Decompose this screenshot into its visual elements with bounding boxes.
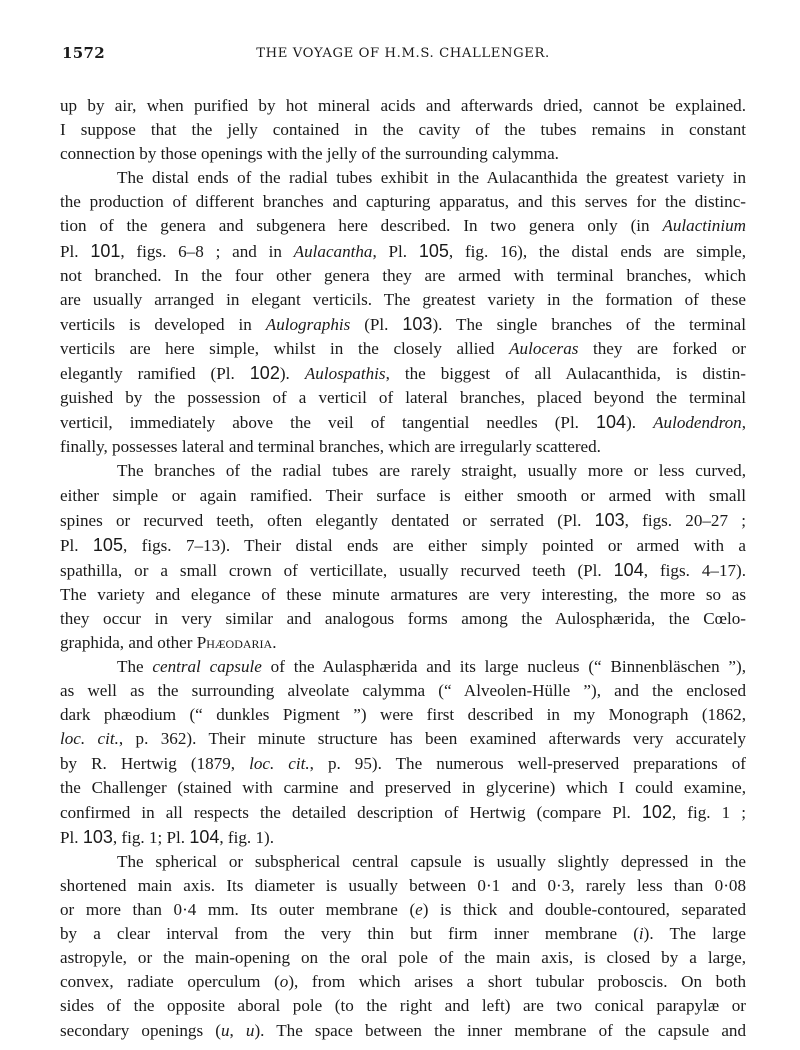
text-line: astropyle, or the main-opening on the oral pole of the main axis, is closed by a large, — [60, 948, 746, 968]
text-line: the production of different branches and capturing apparatus, and this serves for the distinc- — [60, 192, 746, 212]
text-line: verticils are here simple, whilst in the closely allied Auloceras they are forked or — [60, 338, 746, 358]
text-line: secondary openings (u, u). The space between the inner membrane of the capsule and — [60, 1020, 746, 1040]
text-line: shortened main axis. Its diameter is usually between 0·1 and 0·3, rarely less than 0·08 — [60, 876, 746, 895]
text-line: the Challenger (stained with carmine and preserved in glycerine) which I could examine, — [60, 777, 746, 797]
text-line: up by air, when purified by hot mineral acids and afterwards dried, cannot be explained. — [60, 96, 746, 115]
running-title: THE VOYAGE OF H.M.S. CHALLENGER. — [256, 46, 550, 61]
text-line: sides of the opposite aboral pole (to the right and left) are two conical parapylæ or — [60, 996, 746, 1016]
text-line: verticil, immediately above the veil of tangential needles (Pl. 104). Aulodendron, — [60, 412, 746, 433]
body-text — [60, 94, 746, 1043]
text-line: graphida, and other Phæodaria. — [60, 633, 277, 653]
running-head — [60, 38, 746, 68]
text-line: spines or recurved teeth, often elegantly dentated or serrated (Pl. 103, figs. 20–27 ; — [60, 509, 746, 530]
text-line: verticils is developed in Aulographis (Pl. 103). The single branches of the terminal — [60, 313, 746, 334]
text-line: guished by the possession of a verticil of lateral branches, placed beyond the terminal — [60, 388, 746, 408]
text-line: are usually arranged in elegant verticils. The greatest variety in the formation of these — [60, 289, 746, 309]
paragraph-first-line: The branches of the radial tubes are rarely straight, usually more or less curved, — [117, 461, 746, 481]
text-line: finally, possesses lateral and terminal branches, which are irregularly scattered. — [60, 437, 601, 457]
text-line: I suppose that the jelly contained in the cavity of the tubes remains in constant — [60, 120, 746, 140]
text-line: Pl. 101, figs. 6–8 ; and in Aulacantha, Pl. 105, fig. 16), the distal ends are simple, — [60, 240, 747, 261]
text-line: confirmed in all respects the detailed description of Hertwig (compare Pl. 102, fig. 1 ; — [60, 801, 746, 822]
text-line: Pl. 103, fig. 1; Pl. 104, fig. 1). — [60, 826, 274, 847]
text-line: tion of the genera and subgenera here described. In two genera only (in Aulactinium — [60, 216, 746, 236]
text-line: either simple or again ramified. Their surface is either smooth or armed with small — [60, 485, 746, 505]
paragraph-first-line: The spherical or subspherical central capsule is usually slightly depressed in the — [117, 851, 746, 871]
page-number: 1572 — [62, 44, 105, 62]
text-line: not branched. In the four other genera they are armed with terminal branches, which — [60, 265, 746, 285]
text-line: The variety and elegance of these minute armatures are very interesting, the more so as — [60, 584, 746, 604]
paragraph-first-line: The distal ends of the radial tubes exhibit in the Aulacanthida the greatest variety in — [117, 168, 746, 188]
text-line: by a clear interval from the very thin but firm inner membrane (i). The large — [60, 924, 746, 944]
text-line: as well as the surrounding alveolate calymma (“ Alveolen-Hülle ”), and the enclosed — [60, 681, 746, 701]
paragraph-first-line: The central capsule of the Aulasphærida and its large nucleus (“ Binnenbläschen ”), — [117, 657, 746, 677]
text-line: or more than 0·4 mm. Its outer membrane (e) is thick and double-contoured, separated — [60, 900, 746, 920]
text-line: Pl. 105, figs. 7–13). Their distal ends are either simply pointed or armed with a — [60, 534, 746, 555]
text-line: dark phæodium (“ dunkles Pigment ”) were first described in my Monograph (1862, — [60, 705, 746, 725]
text-line: they occur in very similar and analogous forms among the Aulosphærida, the Cœlo- — [60, 608, 746, 628]
text-line: by R. Hertwig (1879, loc. cit., p. 95). The numerous well-preserved preparations of — [60, 753, 746, 773]
document-page — [60, 38, 746, 1043]
text-line: convex, radiate operculum (o), from which arises a short tubular proboscis. On both — [60, 972, 746, 992]
text-line: loc. cit., p. 362). Their minute structure has been examined afterwards very accurately — [60, 729, 746, 749]
text-line: spathilla, or a small crown of verticillate, usually recurved teeth (Pl. 104, figs. 4–17). — [60, 559, 747, 580]
text-line: connection by those openings with the jelly of the surrounding calymma. — [60, 144, 559, 164]
text-line: elegantly ramified (Pl. 102). Aulospathis, the biggest of all Aulacanthida, is distin- — [60, 363, 747, 384]
